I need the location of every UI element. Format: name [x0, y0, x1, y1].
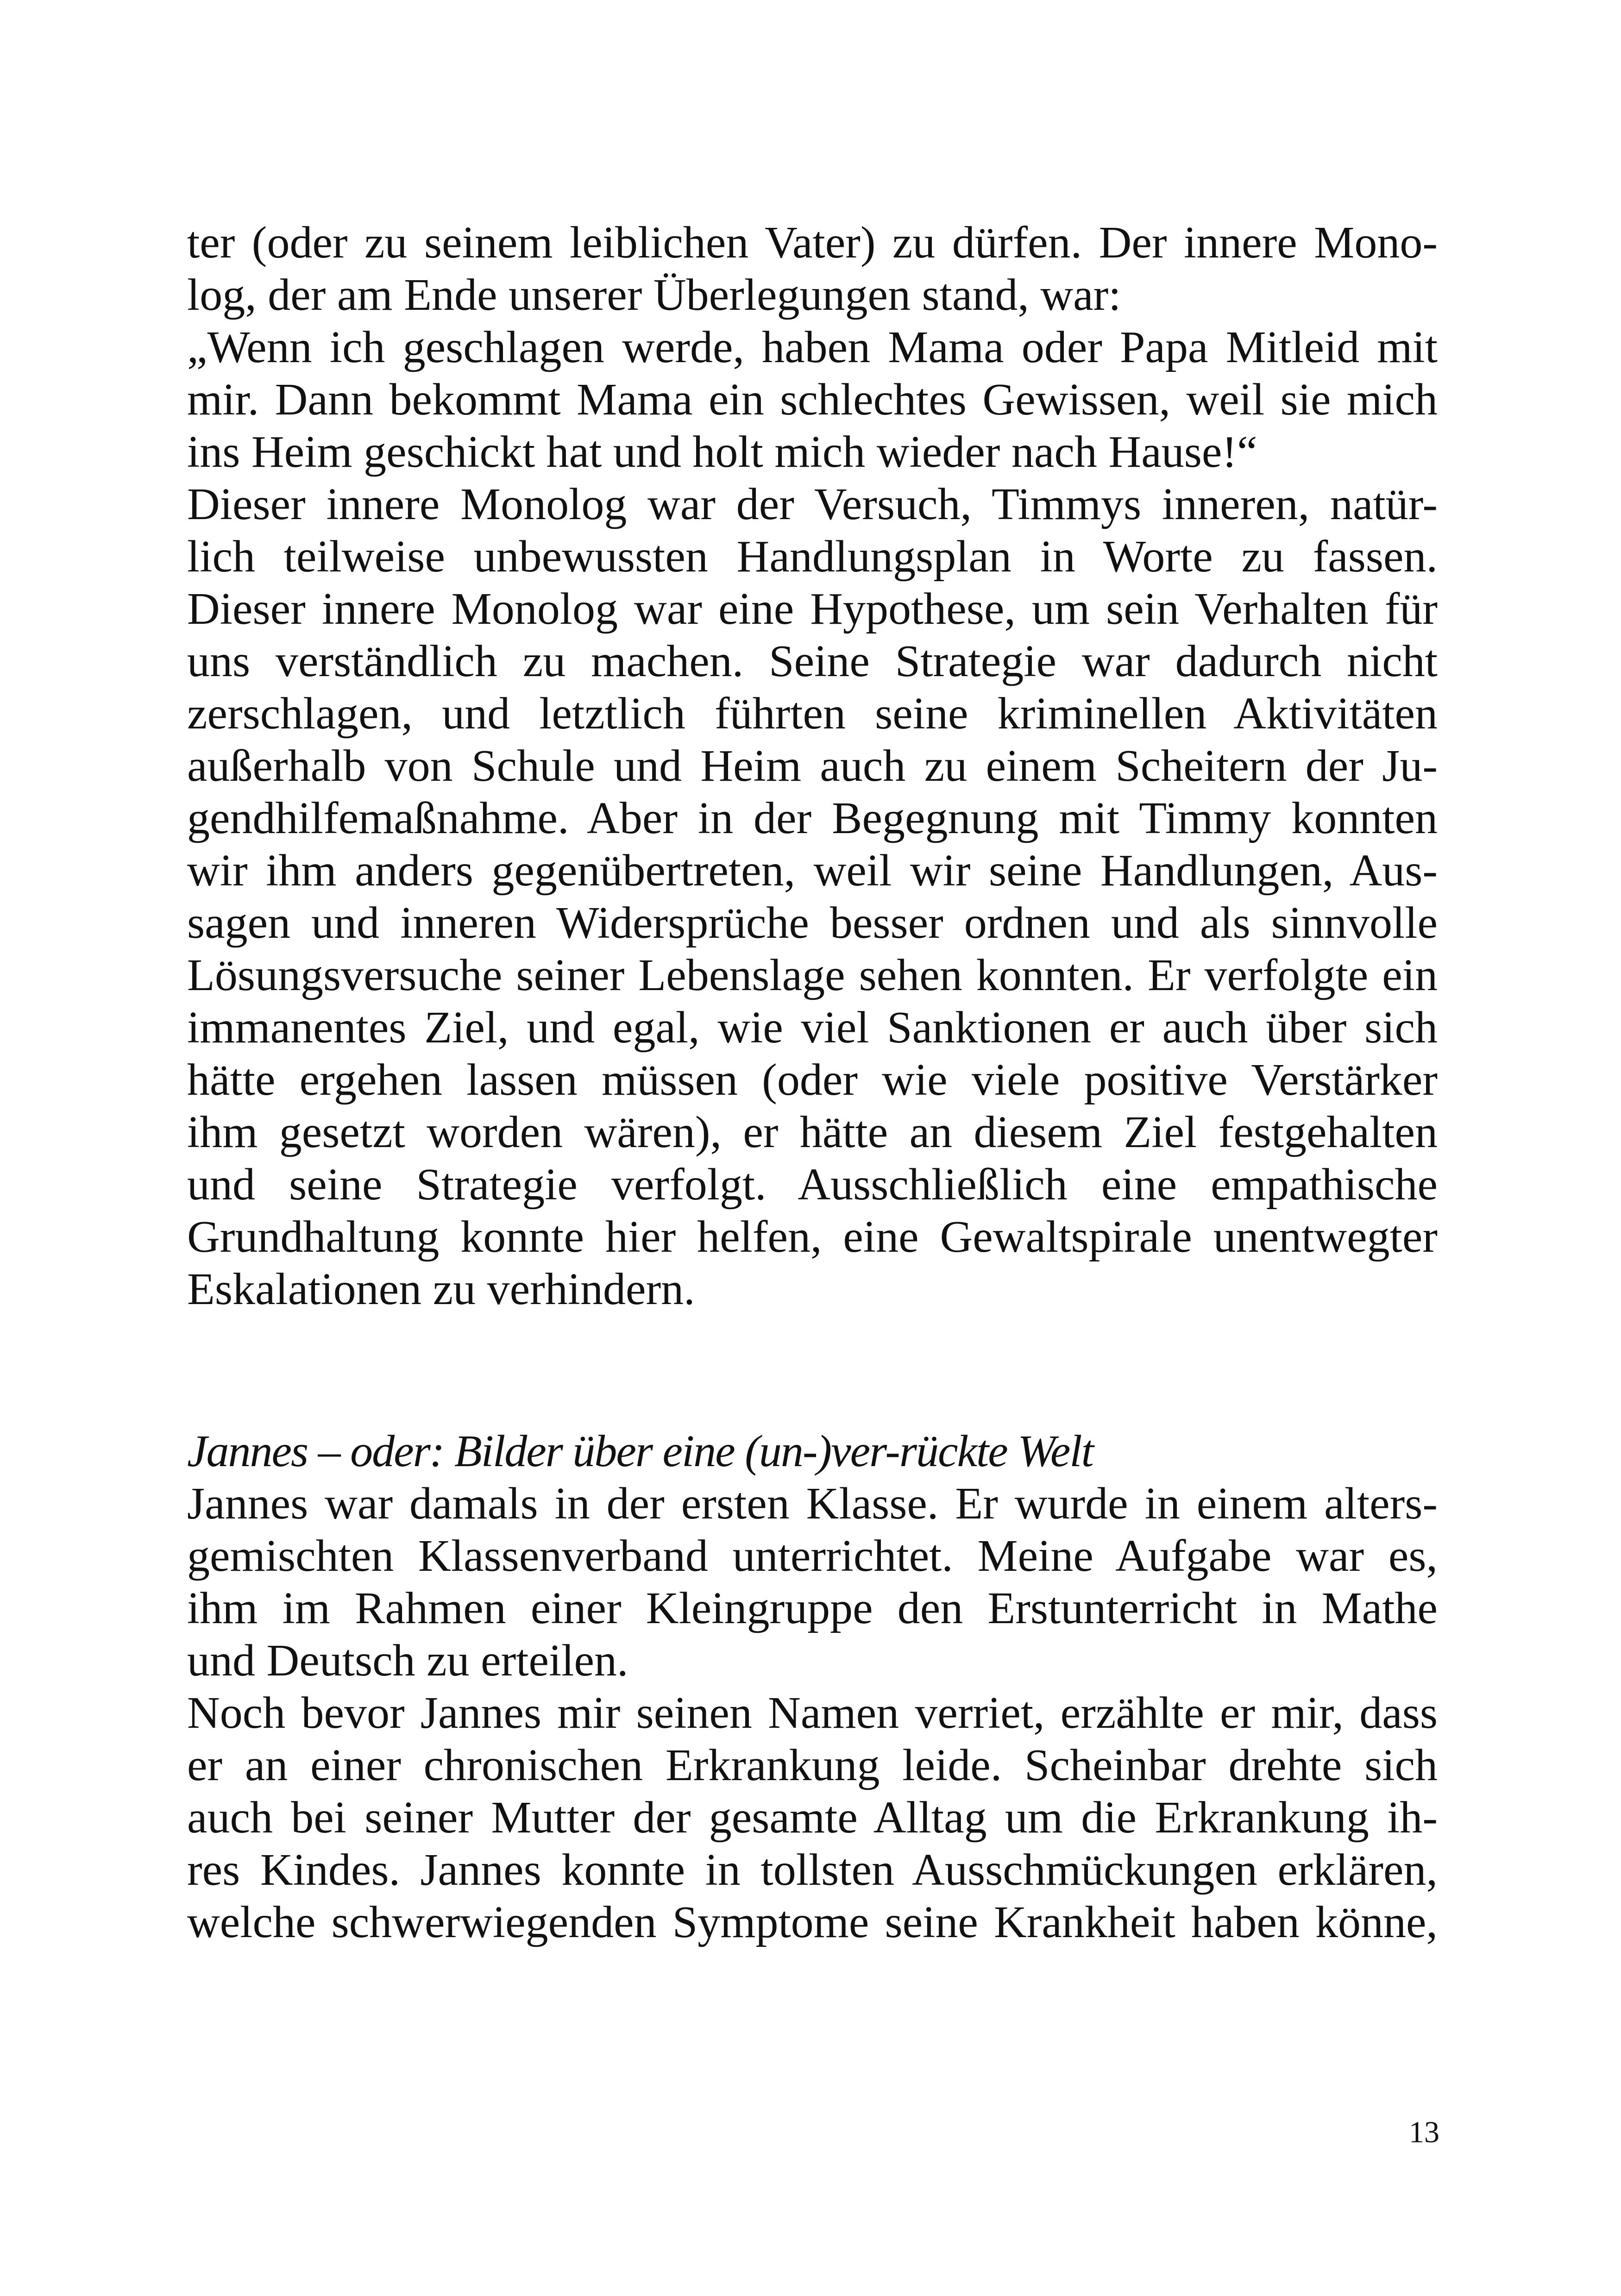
text-line: ter (oder zu seinem leiblichen Vater) zu dürfen. Der innere Mono-	[187, 218, 1438, 268]
text-line: gendhilfemaßnahme. Aber in der Begegnung mit Timmy konnten	[187, 793, 1438, 843]
text-line: Eskalationen zu verhindern.	[187, 1264, 695, 1314]
text-line: „Wenn ich geschlagen werde, haben Mama oder Papa Mitleid mit	[187, 322, 1438, 372]
text-line: immanentes Ziel, und egal, wie viel Sanktionen er auch über sich	[187, 1003, 1438, 1053]
text-line: Dieser innere Monolog war der Versuch, Timmys inneren, natür-	[187, 479, 1438, 529]
paragraph-jannes-illness	[187, 1687, 1438, 1949]
text-line: und seine Strategie verfolgt. Ausschließlich eine empathische	[187, 1160, 1438, 1210]
text-block-top	[187, 217, 1438, 1316]
text-line: außerhalb von Schule und Heim auch zu einem Scheitern der Ju-	[187, 741, 1438, 791]
text-line: lich teilweise unbewussten Handlungsplan in Worte zu fassen.	[187, 532, 1438, 582]
text-line: res Kindes. Jannes konnte in tollsten Ausschmückungen erklären,	[187, 1845, 1438, 1895]
page-number: 13	[1409, 2115, 1439, 2149]
paragraph-jannes-intro	[187, 1478, 1438, 1687]
text-line: welche schwerwiegenden Symptome seine Krankheit haben könne,	[187, 1897, 1438, 1947]
text-line: Dieser innere Monolog war eine Hypothese, um sein Verhalten für	[187, 584, 1438, 634]
text-line: er an einer chronischen Erkrankung leide. Scheinbar drehte sich	[187, 1740, 1438, 1790]
text-line: log, der am Ende unserer Überlegungen stand, war:	[187, 270, 1121, 320]
text-line: Jannes war damals in der ersten Klasse. Er wurde in einem alters-	[187, 1479, 1438, 1529]
text-line: auch bei seiner Mutter der gesamte Alltag um die Erkrankung ih-	[187, 1793, 1438, 1843]
text-line: Grundhaltung konnte hier helfen, eine Gewaltspirale unentwegter	[187, 1212, 1438, 1262]
paragraph-continuation	[187, 217, 1438, 321]
text-line: Lösungsversuche seiner Lebenslage sehen konnten. Er verfolgte ein	[187, 950, 1438, 1000]
inner-monologue-quote	[187, 321, 1438, 478]
text-line: gemischten Klassenverband unterrichtet. Meine Aufgabe war es,	[187, 1531, 1438, 1581]
text-line: hätte ergehen lassen müssen (oder wie viele positive Verstärker	[187, 1055, 1438, 1105]
text-line: wir ihm anders gegenübertreten, weil wir seine Handlungen, Aus-	[187, 846, 1438, 896]
text-line: mir. Dann bekommt Mama ein schlechtes Gewissen, weil sie mich	[187, 375, 1438, 425]
text-line: uns verständlich zu machen. Seine Strategie war dadurch nicht	[187, 636, 1438, 686]
text-line: ihm gesetzt worden wären), er hätte an diesem Ziel festgehalten	[187, 1107, 1438, 1157]
text-line: Noch bevor Jannes mir seinen Namen verriet, erzählte er mir, dass	[187, 1688, 1438, 1738]
text-line: sagen und inneren Widersprüche besser ordnen und als sinnvolle	[187, 898, 1438, 948]
text-line: ihm im Rahmen einer Kleingruppe den Erstunterricht in Mathe	[187, 1583, 1438, 1633]
text-line: und Deutsch zu erteilen.	[187, 1636, 628, 1686]
section-heading: Jannes – oder: Bilder über eine (un-)ver-rückte Welt	[187, 1426, 1093, 1476]
text-line: ins Heim geschickt hat und holt mich wieder nach Hause!“	[187, 427, 1257, 477]
text-block-section	[187, 1425, 1438, 1949]
text-line: zerschlagen, und letztlich führten seine kriminellen Aktivitäten	[187, 689, 1438, 739]
paragraph-monologue-analysis	[187, 478, 1438, 1316]
